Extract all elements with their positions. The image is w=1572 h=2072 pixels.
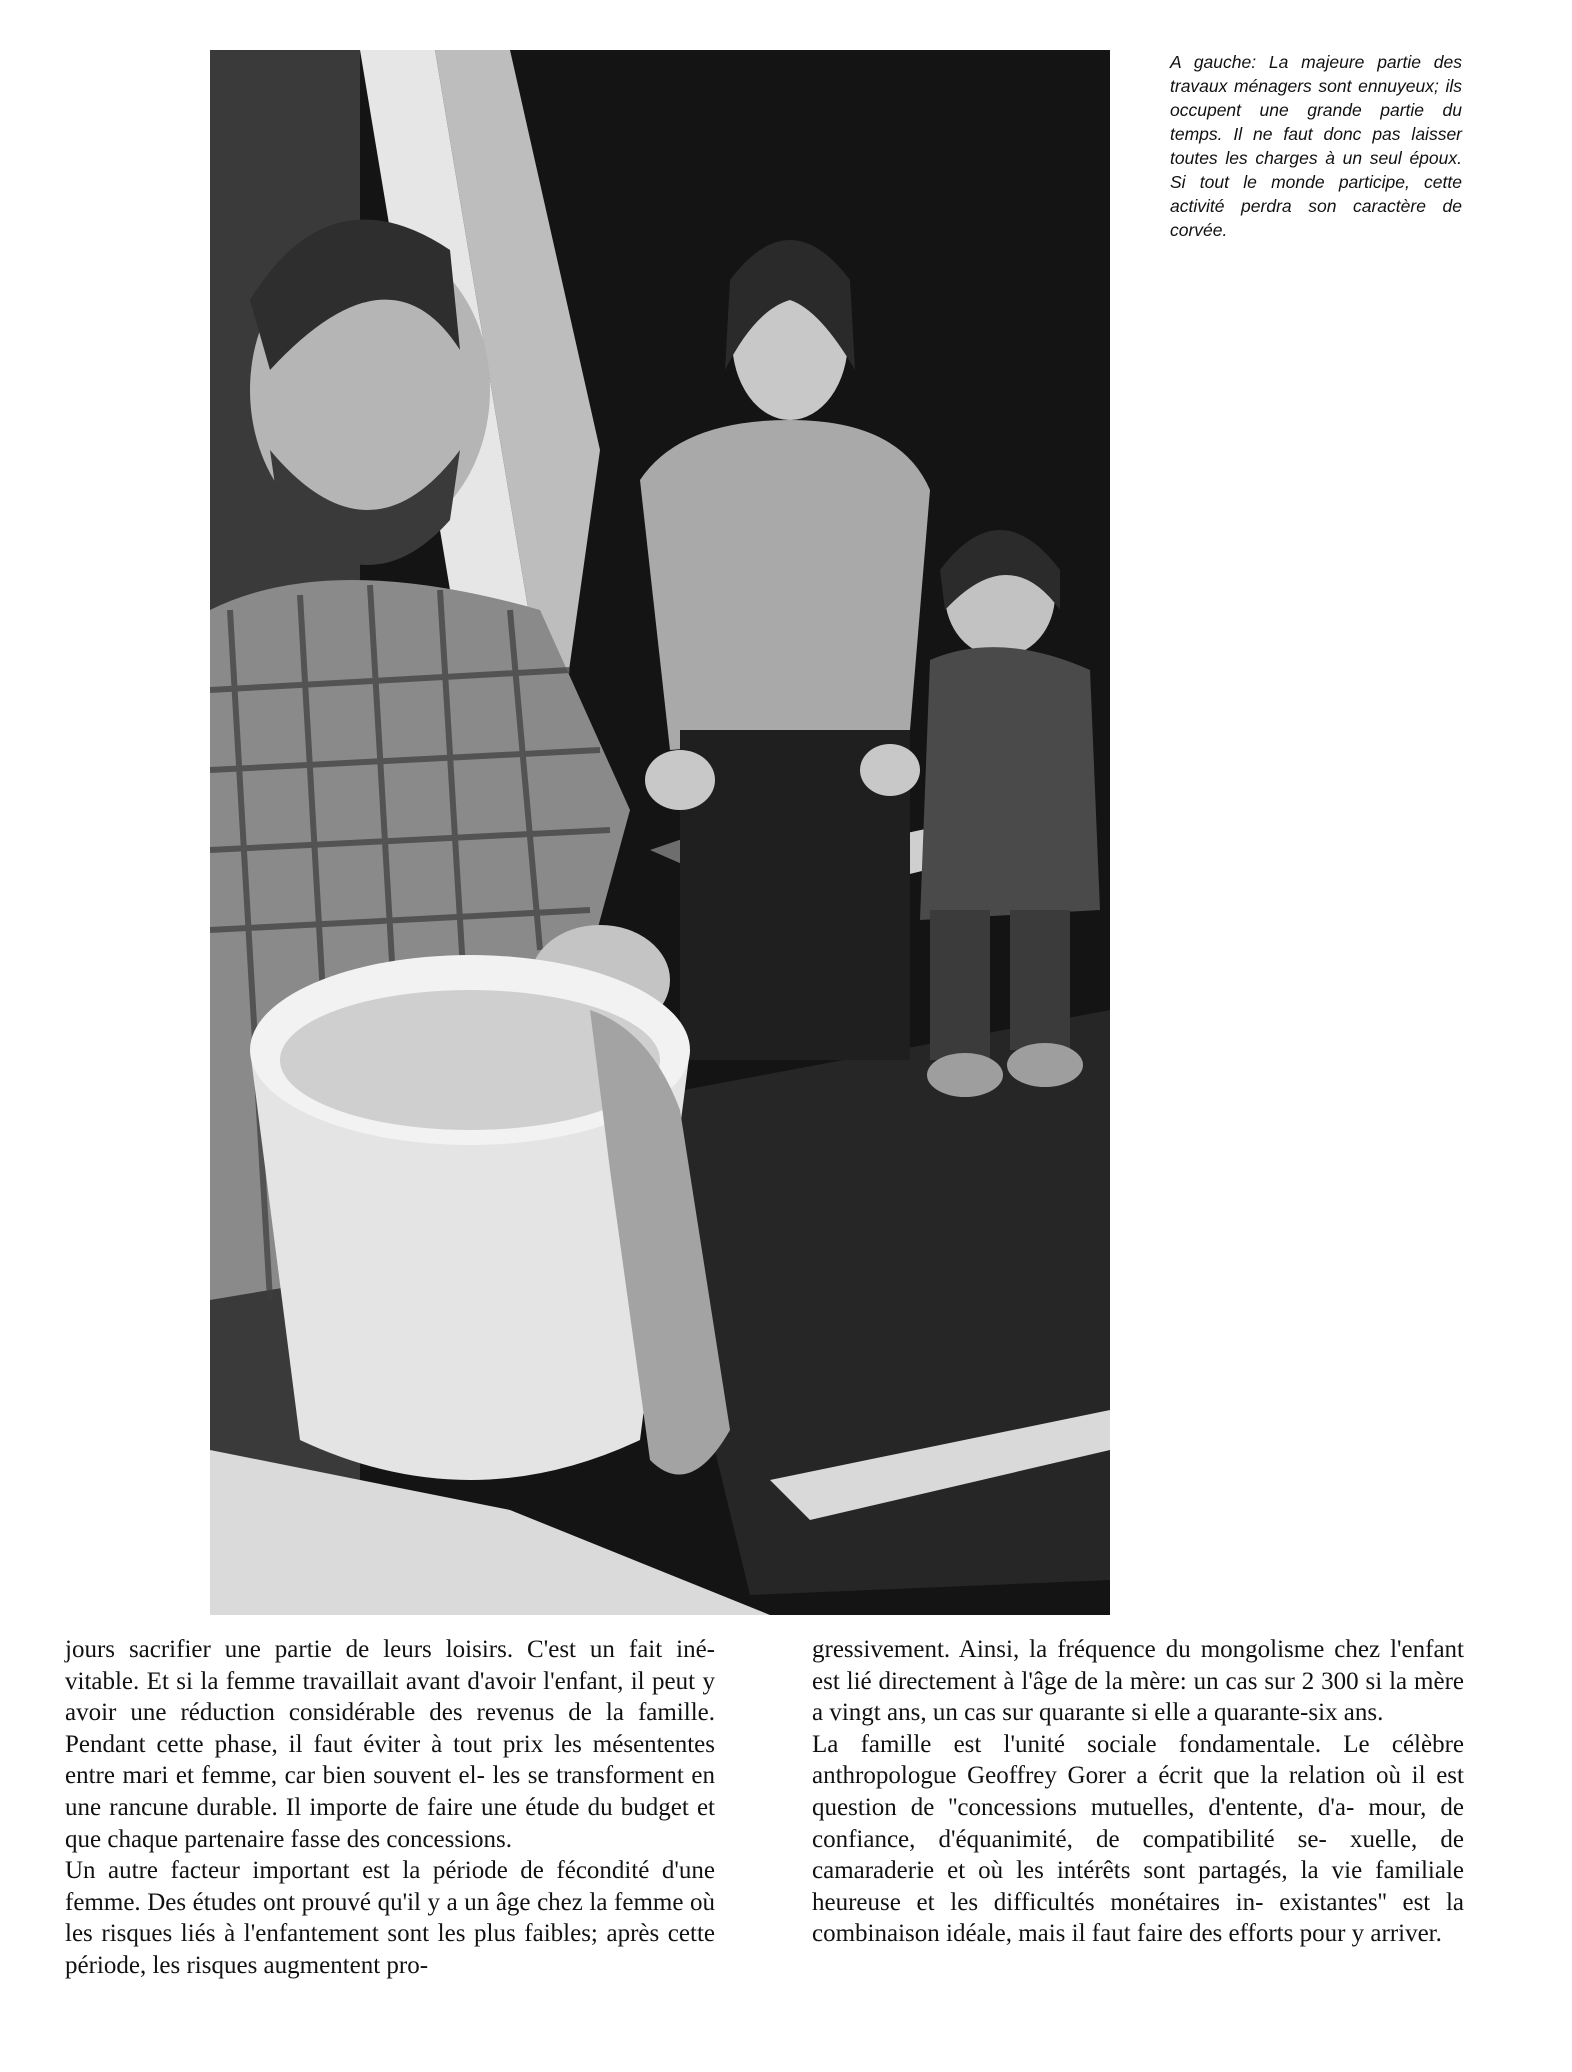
paragraph: Un autre facteur important est la période de fécondité d'une femme. Des études ont prouvé qu'il y a un âge chez la femme où les risques liés à l'enfantement sont les plus faibles; après cette période, les risques augmentent pro- [65,1857,715,1979]
paragraph: jours sacrifier une partie de leurs loisirs. C'est un fait iné- vitable. Et si la femme travaillait avant d'avoir l'enfant, il peut y avoir une réduction considérable des revenus de la famille. Pendant cette phase, il faut éviter à tout prix les mésententes entre mari et femme, car bien souvent el- les se transforment en une rancune durable. Il importe de faire une étude du budget et que chaque partenaire fasse des concessions. [65,1636,715,1853]
body-column-left [65,1634,715,1982]
family-photo [210,50,1110,1615]
photo-illustration [210,50,1110,1615]
photo-caption: A gauche: La majeure partie des travaux ménagers sont ennuyeux; ils occupent une grande partie du temps. Il ne faut donc pas laisser toutes les charges à un seul époux. Si tout le monde participe, cette activité perdra son caractère de corvée. [1170,52,1462,240]
body-column-right [812,1634,1464,1950]
paragraph: gressivement. Ainsi, la fréquence du mongolisme chez l'enfant est lié directement à l'âge de la mère: un cas sur 2 300 si la mère a vingt ans, un cas sur quarante si elle a quarante-six ans. [812,1636,1464,1727]
paragraph: La famille est l'unité sociale fondamentale. Le célèbre anthropologue Geoffrey Gorer a écrit que la relation où il est question de ''concessions mutuelles, d'entente, d'a- mour, de confiance, d'équanimité, de compatibilité se- xuelle, de camaraderie et où les intérêts sont partagés, la vie familiale heureuse et les difficultés monétaires in- existantes'' est la combinaison idéale, mais il faut faire des efforts pour y arriver. [812,1730,1464,1948]
